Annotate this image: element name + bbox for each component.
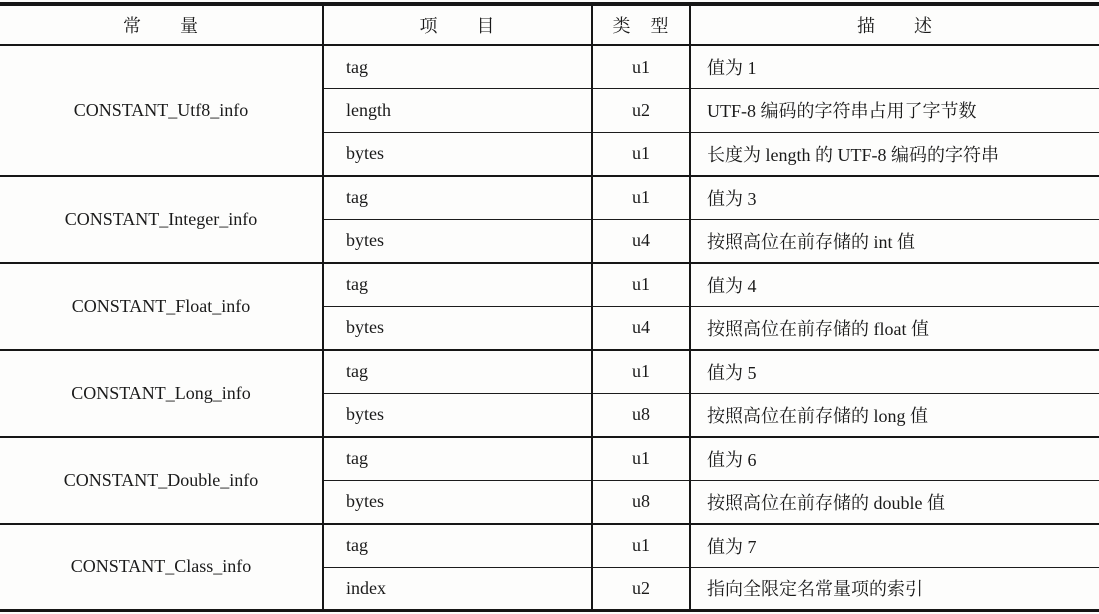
desc-cell: UTF-8 编码的字符串占用了字节数	[690, 89, 1099, 133]
type-cell: u2	[592, 567, 690, 611]
constant-pool-spec-table	[0, 2, 1099, 612]
type-cell: u1	[592, 45, 690, 89]
type-cell: u8	[592, 480, 690, 524]
type-cell: u1	[592, 437, 690, 481]
desc-cell: 值为 3	[690, 176, 1099, 220]
desc-cell: 按照高位在前存储的 int 值	[690, 219, 1099, 263]
item-cell: tag	[323, 437, 592, 481]
desc-cell: 按照高位在前存储的 float 值	[690, 306, 1099, 350]
type-cell: u8	[592, 393, 690, 437]
item-cell: bytes	[323, 480, 592, 524]
item-cell: index	[323, 567, 592, 611]
item-cell: bytes	[323, 306, 592, 350]
table-row	[0, 350, 1099, 394]
type-cell: u4	[592, 219, 690, 263]
item-cell: tag	[323, 45, 592, 89]
desc-cell: 值为 1	[690, 45, 1099, 89]
desc-cell: 长度为 length 的 UTF-8 编码的字符串	[690, 132, 1099, 176]
type-cell: u1	[592, 263, 690, 307]
table-row	[0, 437, 1099, 481]
item-cell: tag	[323, 263, 592, 307]
table-header	[0, 4, 1099, 45]
header-row	[0, 4, 1099, 45]
constant-cell: CONSTANT_Class_info	[0, 524, 323, 611]
header-type: 类 型	[592, 4, 690, 45]
item-cell: tag	[323, 524, 592, 568]
desc-cell: 值为 7	[690, 524, 1099, 568]
item-cell: bytes	[323, 393, 592, 437]
header-item: 项 目	[323, 4, 592, 45]
header-desc: 描 述	[690, 4, 1099, 45]
table-row	[0, 176, 1099, 220]
type-cell: u4	[592, 306, 690, 350]
item-cell: tag	[323, 176, 592, 220]
type-cell: u1	[592, 176, 690, 220]
constant-cell: CONSTANT_Float_info	[0, 263, 323, 350]
desc-cell: 值为 4	[690, 263, 1099, 307]
desc-cell: 指向全限定名常量项的索引	[690, 567, 1099, 611]
constant-cell: CONSTANT_Double_info	[0, 437, 323, 524]
constant-cell: CONSTANT_Utf8_info	[0, 45, 323, 176]
header-constant: 常 量	[0, 4, 323, 45]
type-cell: u2	[592, 89, 690, 133]
type-cell: u1	[592, 132, 690, 176]
constant-cell: CONSTANT_Long_info	[0, 350, 323, 437]
item-cell: length	[323, 89, 592, 133]
item-cell: tag	[323, 350, 592, 394]
type-cell: u1	[592, 350, 690, 394]
table-row	[0, 45, 1099, 89]
desc-cell: 按照高位在前存储的 double 值	[690, 480, 1099, 524]
table-body	[0, 45, 1099, 611]
desc-cell: 按照高位在前存储的 long 值	[690, 393, 1099, 437]
desc-cell: 值为 6	[690, 437, 1099, 481]
item-cell: bytes	[323, 132, 592, 176]
item-cell: bytes	[323, 219, 592, 263]
type-cell: u1	[592, 524, 690, 568]
table-row	[0, 524, 1099, 568]
desc-cell: 值为 5	[690, 350, 1099, 394]
table-row	[0, 263, 1099, 307]
constant-cell: CONSTANT_Integer_info	[0, 176, 323, 263]
